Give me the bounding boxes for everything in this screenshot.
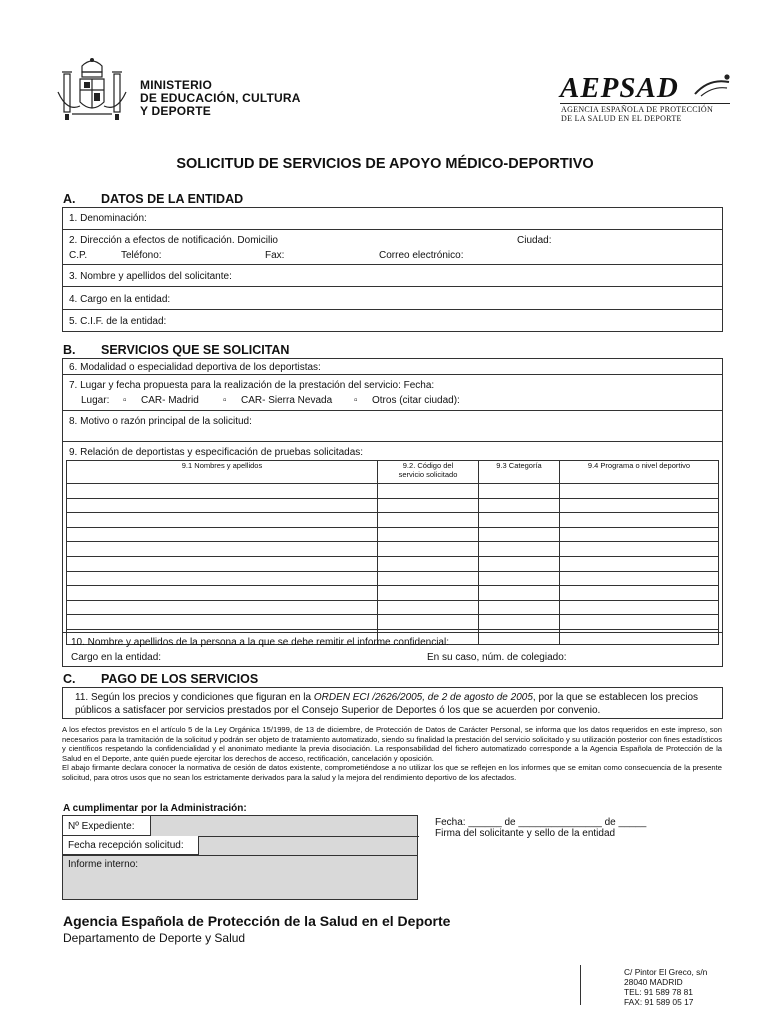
expediente-label: Nº Expediente: xyxy=(68,821,135,832)
table-cell[interactable] xyxy=(67,513,378,528)
table-cell[interactable] xyxy=(378,527,479,542)
informe-cargo-label: Cargo en la entidad: xyxy=(71,652,162,663)
pago-pre: 11. Según los precios y condiciones que figuran en la xyxy=(75,692,314,703)
informe-interno-field[interactable] xyxy=(63,855,417,899)
logo-rule xyxy=(560,103,730,104)
field-cargo[interactable] xyxy=(63,287,722,310)
footer-agency: Agencia Española de Protección de la Salud en el Deporte xyxy=(63,913,451,929)
table-cell[interactable] xyxy=(67,542,378,557)
table-row xyxy=(67,542,719,557)
table-cell[interactable] xyxy=(560,542,719,557)
table-cell[interactable] xyxy=(560,571,719,586)
section-c-heading xyxy=(63,672,258,686)
col-programa-header xyxy=(560,461,719,484)
table-cell[interactable] xyxy=(67,556,378,571)
table-cell[interactable] xyxy=(67,484,378,499)
table-cell[interactable] xyxy=(479,542,560,557)
table-row xyxy=(67,571,719,586)
table-cell[interactable] xyxy=(560,484,719,499)
admin-heading: A cumplimentar por la Administración: xyxy=(63,803,247,814)
section-b-title: SERVICIOS QUE SE SOLICITAN xyxy=(101,343,290,357)
table-cell[interactable] xyxy=(378,615,479,630)
table-cell[interactable] xyxy=(479,600,560,615)
section-c-box xyxy=(62,687,723,719)
expediente-field[interactable] xyxy=(63,816,151,836)
table-cell[interactable] xyxy=(378,600,479,615)
ministry-name xyxy=(140,79,301,118)
table-cell[interactable] xyxy=(479,586,560,601)
aepsad-sub-line-2: DE LA SALUD EN EL DEPORTE xyxy=(561,114,682,123)
pago-line-2: públicos a satisfacer por servicios prestados por el Consejo Superior de Deportes ó los que se acuerden por convenio. xyxy=(75,705,601,716)
motivo-label: 8. Motivo o razón principal de la solicitud: xyxy=(69,416,252,427)
table-row xyxy=(67,600,719,615)
address-line-2: 28040 MADRID xyxy=(624,977,683,987)
col-categoria-header xyxy=(479,461,560,484)
section-c-letter: C. xyxy=(63,672,76,686)
colegiado-label: En su caso, núm. de colegiado: xyxy=(427,652,567,663)
table-cell[interactable] xyxy=(560,556,719,571)
section-a-title: DATOS DE LA ENTIDAD xyxy=(101,192,244,206)
table-cell[interactable] xyxy=(67,586,378,601)
recepcion-field[interactable] xyxy=(63,836,199,855)
pago-line-1 xyxy=(75,692,698,703)
table-cell[interactable] xyxy=(479,498,560,513)
form-title: SOLICITUD DE SERVICIOS DE APOYO MÉDICO-DEPORTIVO xyxy=(176,156,594,172)
ministry-line-1: MINISTERIO xyxy=(140,78,213,92)
table-cell[interactable] xyxy=(378,513,479,528)
checkbox-car-sierra-nevada[interactable]: ▫ xyxy=(223,395,227,406)
car-madrid-label: CAR- Madrid xyxy=(141,395,199,406)
pago-post: , por la que se establecen los precios xyxy=(532,692,699,703)
cp-label: C.P. xyxy=(69,250,88,261)
runner-swoosh-icon xyxy=(693,72,733,98)
cif-label: 5. C.I.F. de la entidad: xyxy=(69,316,167,327)
table-cell[interactable] xyxy=(560,498,719,513)
col-codigo-label-1: 9.2. Código del xyxy=(402,461,454,470)
table-cell[interactable] xyxy=(67,571,378,586)
table-cell[interactable] xyxy=(479,527,560,542)
telefono-label: Teléfono: xyxy=(121,250,162,261)
table-cell[interactable] xyxy=(378,542,479,557)
email-label: Correo electrónico: xyxy=(379,250,464,261)
lugar-label: Lugar: xyxy=(81,395,110,406)
legal-paragraph-2: El abajo firmante declara conocer la normativa de cesión de datos existente, comprometiéndose a no utilizar los que se reflejen en los informes que se emitan como consecuencia de la presente solicitud, para otros usos que no sean los estrictamente derivados para la salud y la mejora del rendimiento deportivo de los afectados. xyxy=(62,763,722,782)
modalidad-label: 6. Modalidad o especialidad deportiva de los deportistas: xyxy=(69,362,321,373)
table-cell[interactable] xyxy=(67,527,378,542)
table-cell[interactable] xyxy=(67,600,378,615)
aepsad-logo-text: AEPSAD xyxy=(560,72,679,104)
address-line-1: C/ Pintor El Greco, s/n xyxy=(624,967,708,977)
recepcion-label: Fecha recepción solicitud: xyxy=(68,840,184,851)
footer-department: Departamento de Deporte y Salud xyxy=(63,931,246,945)
section-a-heading xyxy=(63,192,243,206)
denominacion-label: 1. Denominación: xyxy=(69,213,147,224)
checkbox-otros[interactable]: ▫ xyxy=(354,395,358,406)
table-row xyxy=(67,527,719,542)
table-cell[interactable] xyxy=(67,615,378,630)
table-cell[interactable] xyxy=(479,615,560,630)
solicitante-label: 3. Nombre y apellidos del solicitante: xyxy=(69,271,232,282)
table-cell[interactable] xyxy=(378,571,479,586)
field-cif[interactable] xyxy=(63,310,722,331)
lugar-fecha-label: 7. Lugar y fecha propuesta para la realización de la prestación del servicio: Fecha: xyxy=(69,380,435,391)
field-direccion[interactable] xyxy=(63,230,722,265)
informe-interno-label: Informe interno: xyxy=(68,859,139,870)
pago-orden: ORDEN ECI /2626/2005, de 2 de agosto de 2005 xyxy=(313,692,533,703)
footer-divider xyxy=(580,965,581,1005)
field-informe-confidencial[interactable] xyxy=(63,633,722,666)
col-nombres-header xyxy=(67,461,378,484)
table-cell[interactable] xyxy=(560,600,719,615)
table-row xyxy=(67,513,719,528)
table-cell[interactable] xyxy=(560,513,719,528)
relacion-label: 9. Relación de deportistas y especificación de pruebas solicitadas: xyxy=(69,447,364,458)
firma-label: Firma del solicitante y sello de la entidad xyxy=(435,828,616,839)
ministry-line-3: Y DEPORTE xyxy=(140,104,211,118)
otros-label: Otros (citar ciudad): xyxy=(372,395,460,406)
table-row xyxy=(67,484,719,499)
table-row xyxy=(67,586,719,601)
table-row xyxy=(67,556,719,571)
field-lugar-fecha xyxy=(63,375,722,411)
field-relacion-deportistas xyxy=(63,442,722,633)
table-cell[interactable] xyxy=(378,498,479,513)
table-row xyxy=(67,615,719,630)
table-header-row xyxy=(67,461,719,484)
table-cell[interactable] xyxy=(479,484,560,499)
field-denominacion[interactable] xyxy=(63,208,722,230)
legal-paragraph-1: A los efectos previstos en el artículo 5 de la Ley Orgánica 15/1999, de 13 de diciembre, de Protección de Datos de Carácter Personal, se informa que los datos requeridos en este impreso, son necesarios para la tramitación de la solicitud y podrán ser objeto de tratamiento automatizado, siendo su finalidad la prestación del servicio solicitado y su utilización posterior con fines estadísticos y científicos respetando la confidencialidad y el anonimato mediante la previa disociación. La responsabilidad del fichero automatizado corresponde a la Agencia Española de Protección de la Salud en el Deporte, ante quién puede ejercitar los derechos de acceso, rectificación, cancelación y oposición. xyxy=(62,725,722,763)
section-b-box xyxy=(62,358,723,667)
spain-coat-of-arms-icon xyxy=(52,52,132,130)
table-cell[interactable] xyxy=(378,484,479,499)
section-b-heading xyxy=(63,343,289,357)
address-line-4: FAX: 91 589 05 17 xyxy=(624,997,694,1007)
admin-box xyxy=(62,815,418,900)
car-sierra-nevada-label: CAR- Sierra Nevada xyxy=(241,395,333,406)
aepsad-subtitle xyxy=(561,105,713,123)
table-cell[interactable] xyxy=(378,556,479,571)
informe-confidencial-label: 10. Nombre y apellidos de la persona a la que se debe remitir el informe confidencial: xyxy=(71,637,449,648)
aepsad-sub-line-1: AGENCIA ESPAÑOLA DE PROTECCIÓN xyxy=(561,105,714,114)
ministry-line-2: DE EDUCACIÓN, CULTURA xyxy=(140,91,301,105)
table-cell[interactable] xyxy=(479,571,560,586)
aepsad-logo xyxy=(560,72,679,105)
address-line-3: TEL: 91 589 78 81 xyxy=(624,987,693,997)
col-codigo-label-2: servicio solicitado xyxy=(398,470,458,479)
section-c-title: PAGO DE LOS SERVICIOS xyxy=(101,672,259,686)
field-modalidad[interactable] xyxy=(63,359,722,375)
legal-notice xyxy=(62,725,722,782)
table-cell[interactable] xyxy=(560,615,719,630)
table-cell[interactable] xyxy=(560,586,719,601)
cargo-label: 4. Cargo en la entidad: xyxy=(69,294,171,305)
table-cell[interactable] xyxy=(378,586,479,601)
table-cell[interactable] xyxy=(479,556,560,571)
field-motivo[interactable] xyxy=(63,411,722,442)
athletes-table xyxy=(66,460,719,645)
table-cell[interactable] xyxy=(67,498,378,513)
section-b-letter: B. xyxy=(63,343,76,357)
table-cell[interactable] xyxy=(479,513,560,528)
ciudad-label: Ciudad: xyxy=(517,235,552,246)
table-cell[interactable] xyxy=(560,527,719,542)
table-row xyxy=(67,498,719,513)
fax-label: Fax: xyxy=(265,250,285,261)
col-nombres-label: 9.1 Nombres y apellidos xyxy=(181,461,263,470)
fecha-line[interactable]: Fecha: ______ de _______________ de _____ xyxy=(435,817,647,828)
col-categoria-label: 9.3 Categoría xyxy=(496,461,542,470)
section-a-letter: A. xyxy=(63,192,76,206)
col-programa-label: 9.4 Programa o nivel deportivo xyxy=(587,461,691,470)
field-solicitante[interactable] xyxy=(63,265,722,287)
section-a-box xyxy=(62,207,723,332)
checkbox-car-madrid[interactable]: ▫ xyxy=(123,395,127,406)
direccion-label: 2. Dirección a efectos de notificación. Domicilio xyxy=(69,235,278,246)
col-codigo-header xyxy=(378,461,479,484)
footer-address xyxy=(624,967,707,1007)
